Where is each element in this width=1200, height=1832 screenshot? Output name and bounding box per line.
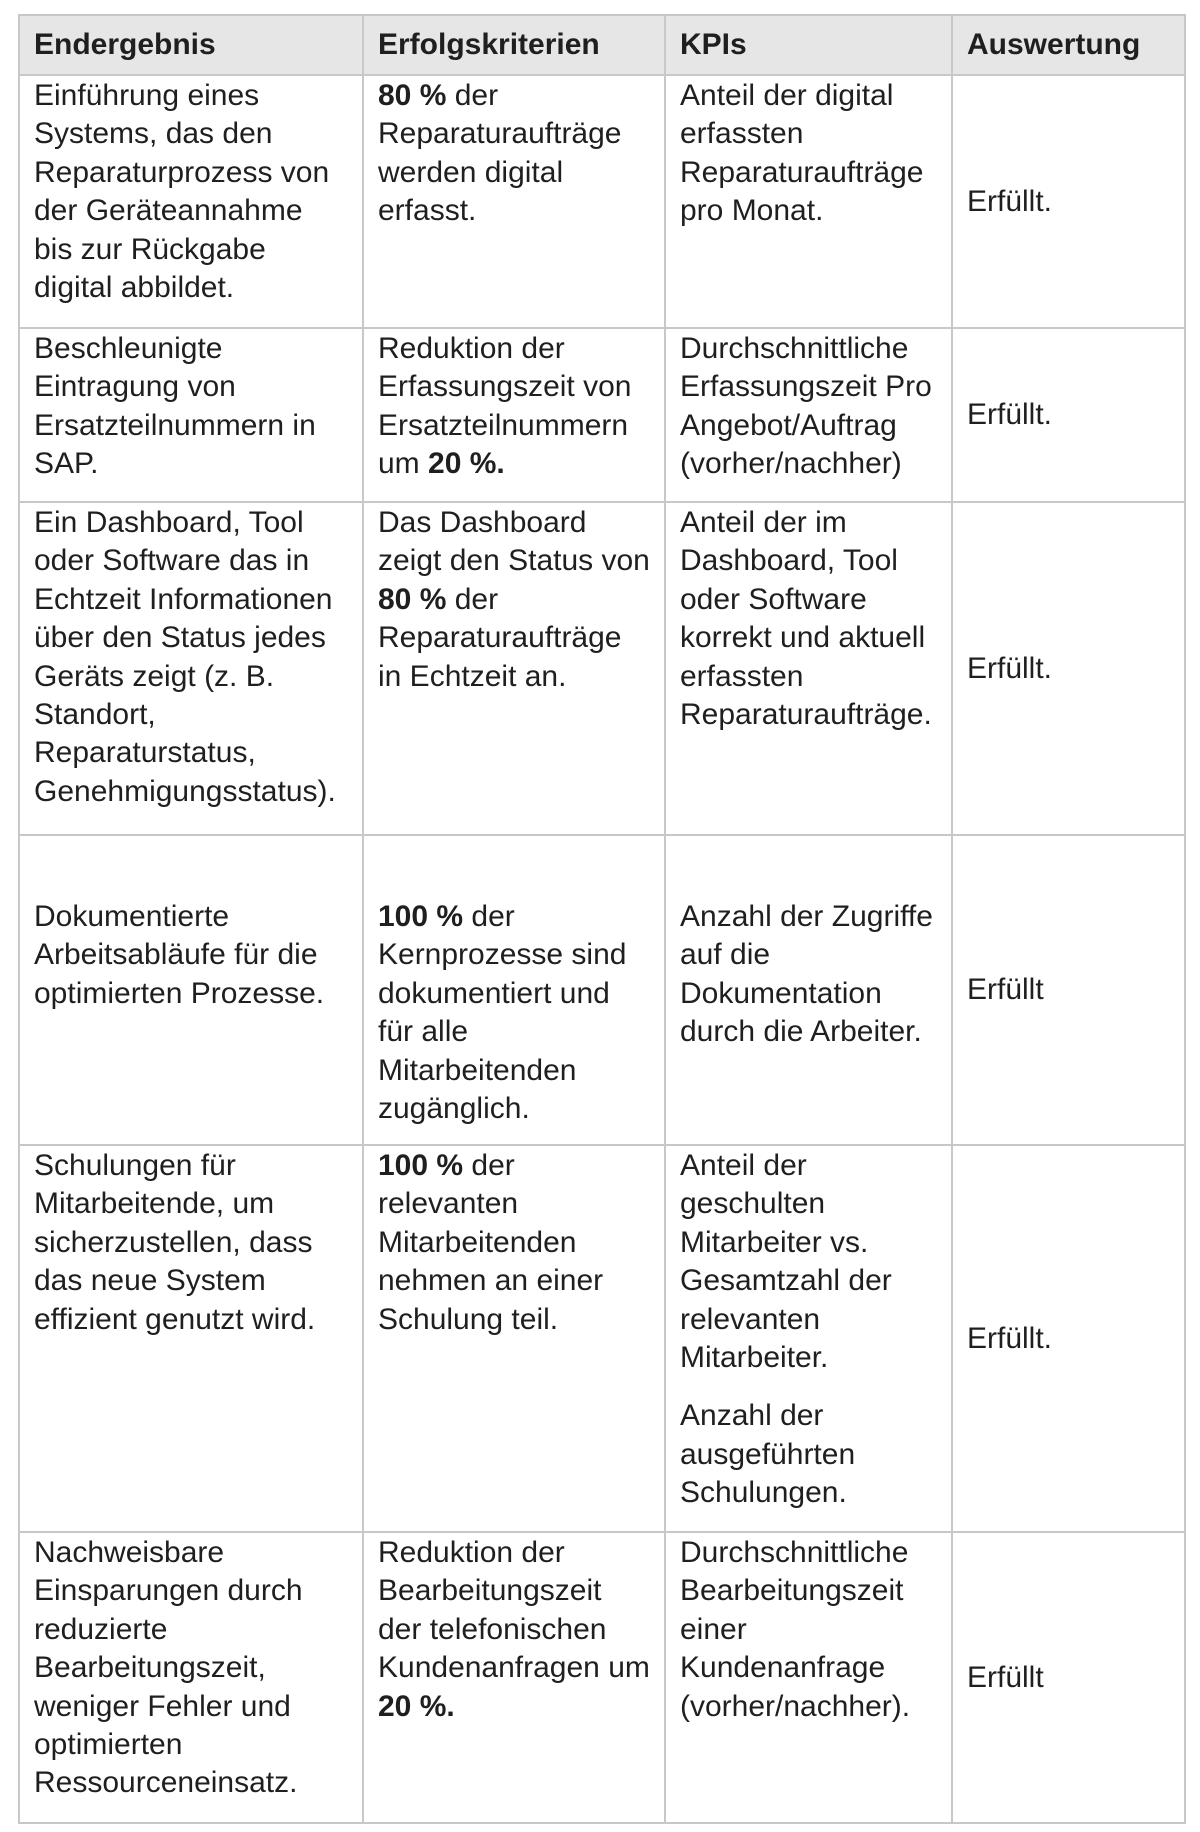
kpi-cell: Anteil der digital erfassten Reparaturaufträge pro Monat. bbox=[665, 75, 952, 328]
criterion-percentage: 20 %. bbox=[378, 1689, 455, 1723]
header-erfolgskriterien: Erfolgskriterien bbox=[363, 15, 665, 75]
endergebnis-cell: Schulungen für Mitarbeitende, um sicherzustellen, dass das neue System effizient genutzt wird. bbox=[19, 1145, 363, 1532]
erfolgskriterium-cell bbox=[363, 835, 665, 1145]
header-row bbox=[19, 15, 1185, 75]
erfolgskriterium-cell bbox=[363, 75, 665, 328]
table-row bbox=[19, 75, 1185, 328]
endergebnis-cell: Beschleunigte Eintragung von Ersatzteilnummern in SAP. bbox=[19, 328, 363, 502]
endergebnis-cell: Dokumentierte Arbeitsabläufe für die optimierten Prozesse. bbox=[19, 835, 363, 1145]
auswertung-cell: Erfüllt. bbox=[952, 1145, 1185, 1532]
auswertung-cell: Erfüllt. bbox=[952, 75, 1185, 328]
auswertung-cell: Erfüllt bbox=[952, 1532, 1185, 1823]
auswertung-cell: Erfüllt. bbox=[952, 502, 1185, 835]
erfolgskriterium-cell bbox=[363, 502, 665, 835]
criterion-text: Reduktion der Erfassungszeit von Ersatzteilnummern um bbox=[378, 332, 632, 481]
table-row bbox=[19, 1532, 1185, 1823]
criterion-text: der Kernprozesse sind dokumentiert und für alle Mitarbeitenden zugänglich. bbox=[378, 900, 627, 1126]
header-auswertung: Auswertung bbox=[952, 15, 1185, 75]
kpi-paragraph: Anzahl der ausgeführten Schulungen. bbox=[680, 1399, 856, 1510]
erfolgskriterium-cell bbox=[363, 1145, 665, 1532]
evaluation-table bbox=[18, 14, 1186, 1824]
kpi-cell: Durchschnittliche Erfassungszeit Pro Angebot/Auftrag (vorher/nachher) bbox=[665, 328, 952, 502]
criterion-percentage: 100 % bbox=[378, 1149, 464, 1182]
kpi-cell bbox=[665, 1145, 952, 1532]
table-row bbox=[19, 1145, 1185, 1532]
endergebnis-cell: Ein Dashboard, Tool oder Software das in Echtzeit Informationen über den Status jedes Geräts zeigt (z. B. Standort, Reparaturstatus, Genehmigungsstatus). bbox=[19, 502, 363, 835]
criterion-percentage: 100 % bbox=[378, 900, 464, 933]
criterion-text: Das Dashboard zeigt den Status von bbox=[378, 506, 650, 578]
kpi-cell: Anzahl der Zugriffe auf die Dokumentation durch die Arbeiter. bbox=[665, 835, 952, 1145]
criterion-text: Reduktion der Bearbeitungszeit der telefonischen Kundenanfragen um bbox=[378, 1536, 650, 1685]
table-row bbox=[19, 502, 1185, 835]
kpi-cell: Durchschnittliche Bearbeitungszeit einer Kundenanfrage (vorher/nachher). bbox=[665, 1532, 952, 1823]
auswertung-cell: Erfüllt. bbox=[952, 328, 1185, 502]
table-row bbox=[19, 328, 1185, 502]
kpi-cell: Anteil der im Dashboard, Tool oder Software korrekt und aktuell erfassten Reparaturaufträge. bbox=[665, 502, 952, 835]
table-row bbox=[19, 835, 1185, 1145]
criterion-percentage: 80 % bbox=[378, 582, 447, 616]
erfolgskriterium-cell bbox=[363, 1532, 665, 1823]
endergebnis-cell: Nachweisbare Einsparungen durch reduzierte Bearbeitungszeit, weniger Fehler und optimierten Ressourceneinsatz. bbox=[19, 1532, 363, 1823]
kpi-paragraph: Anteil der geschulten Mitarbeiter vs. Gesamtzahl der relevanten Mitarbeiter. bbox=[680, 1149, 892, 1375]
criterion-percentage: 80 % bbox=[378, 79, 447, 112]
header-endergebnis: Endergebnis bbox=[19, 15, 363, 75]
erfolgskriterium-cell bbox=[363, 328, 665, 502]
criterion-text: der Reparaturaufträge werden digital erfasst. bbox=[378, 79, 622, 228]
criterion-text: der Reparaturaufträge in Echtzeit an. bbox=[378, 582, 622, 693]
criterion-percentage: 20 %. bbox=[428, 447, 505, 481]
endergebnis-cell: Einführung eines Systems, das den Reparaturprozess von der Geräteannahme bis zur Rückgabe digital abbildet. bbox=[19, 75, 363, 328]
header-kpis: KPIs bbox=[665, 15, 952, 75]
auswertung-cell: Erfüllt bbox=[952, 835, 1185, 1145]
criterion-text: der relevanten Mitarbeitenden nehmen an einer Schulung teil. bbox=[378, 1149, 604, 1336]
